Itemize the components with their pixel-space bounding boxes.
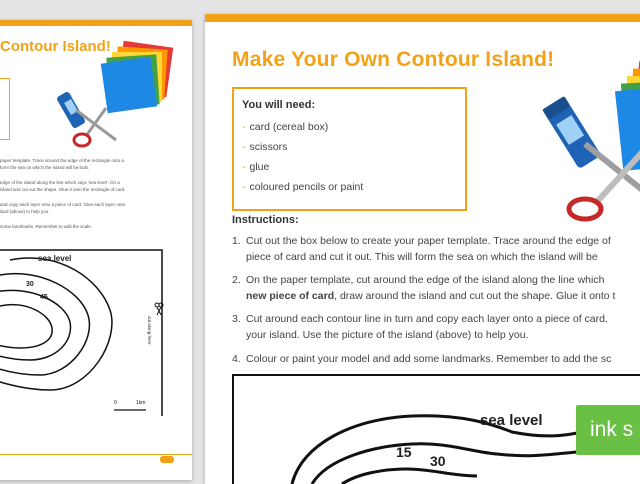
you-will-need-box: [232, 87, 467, 211]
sea-level-label: sea level: [480, 412, 543, 429]
back-scale-0-label: 0: [114, 400, 117, 406]
back-instr-line-5: and copy each layer onto a piece of card. Glue each layer onto: [0, 202, 126, 207]
back-instr-line-7: some landmarks. Remember to add the scale.: [0, 224, 93, 229]
back-sea-level-label: sea level: [38, 254, 72, 263]
need-item: - glue: [242, 161, 270, 173]
back-contour-30-label: 30: [26, 281, 34, 288]
front-top-bar: [205, 14, 640, 22]
back-need-box: [0, 78, 10, 140]
instructions-heading: Instructions:: [232, 214, 299, 226]
instruction-step-1: 1. Cut out the box below to create your paper template. Trace around the edge of piece of card and cut it out. This will form the sea on which the island will be: [232, 235, 611, 263]
need-item: - card (cereal box): [242, 121, 329, 133]
contour-15-label: 15: [396, 444, 412, 460]
back-footer-line: [0, 454, 192, 455]
back-instr-line-6: land (above) to help you.: [0, 209, 50, 214]
back-top-bar: [0, 20, 192, 26]
back-instr-line-2: form the sea on which the island will be built.: [0, 165, 90, 170]
twinkl-logo-icon: [160, 456, 174, 463]
back-instr-line-4: island and cut out the shape. Glue it onto the rectangle of card.: [0, 187, 126, 192]
front-worksheet-page: [205, 14, 640, 484]
glue-scissors-illustration: [56, 90, 126, 150]
instruction-step-3: 3. Cut around each contour line in turn and copy each layer onto a piece of card. your island. Use the picture of the island (above) to help you.: [232, 313, 608, 341]
back-instr-line-3: edge of the island along the line which says 'sea level'. On a: [0, 180, 120, 185]
back-scale-1km-label: 1km: [136, 400, 146, 406]
back-worksheet-page: [0, 20, 192, 480]
back-contour-45-label: 45: [40, 294, 48, 301]
need-heading: You will need:: [242, 99, 316, 111]
need-item: - coloured pencils or paint: [242, 181, 364, 193]
contour-30-label: 30: [430, 453, 446, 469]
need-list: [242, 119, 363, 199]
overlay-link-button[interactable]: ink s: [576, 405, 640, 455]
back-page-title: Contour Island!: [0, 38, 111, 55]
instruction-step-2: 2. On the paper template, cut around the edge of the island along the line which new piece of card, draw around the island and cut out the shape. Glue it onto t: [232, 274, 616, 302]
back-cut-here-label: cut along here: [147, 316, 152, 345]
craft-supplies-illustration: [535, 54, 640, 224]
page-title: Make Your Own Contour Island!: [232, 48, 555, 71]
back-instr-line-1: paper template. Trace around the edge of the rectangle onto a: [0, 158, 124, 163]
instruction-step-4: 4. Colour or paint your model and add some landmarks. Remember to add the sc: [232, 353, 612, 365]
back-contour-map: [0, 240, 192, 450]
need-item: - scissors: [242, 141, 288, 153]
back-scissors-icon: [154, 302, 164, 316]
